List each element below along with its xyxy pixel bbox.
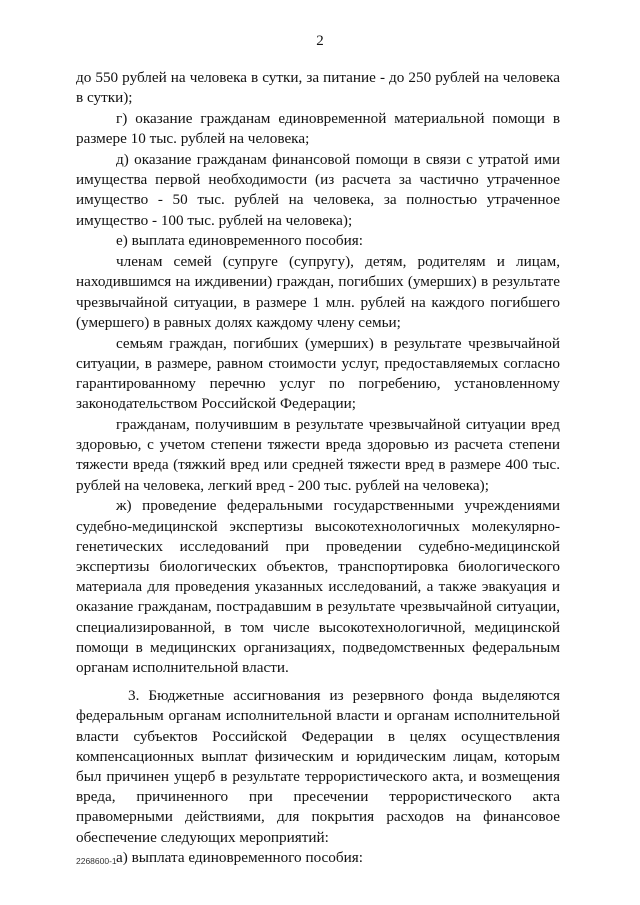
paragraph-funeral-services: семьям граждан, погибших (умерших) в результате чрезвычайной ситуации, в размере, равном стоимости услуг, предоставляемых согласно гарантированному перечню услуг по погребению, установленному законодательством Российской Федерации; <box>76 334 560 413</box>
paragraph-item-d: д) оказание гражданам финансовой помощи в связи с утратой ими имущества первой необходимости (из расчета за частично утраченное имущество - 50 тыс. рублей на человека, за полностью утраченное имущество - 100 тыс. рублей на человека); <box>76 151 560 229</box>
paragraph-item-zh: ж) проведение федеральными государственными учреждениями судебно-медицинской экспертизы высокотехнологичных молекулярно-генетических исследований при проведении судебно-медицинской экспертизы биологических объектов, транспортировка биологического материала для проведения указанных исследований, а также эвакуация и оказание гражданам, пострадавшим в результате чрезвычайной ситуации, специализированной, в том числе высокотехнологичной, медицинской помощи в медицинских организациях, подведомственных федеральным органам исполнительной власти. <box>76 497 560 677</box>
paragraph-continuation: до 550 рублей на человека в сутки, за питание - до 250 рублей на человека в сутки); <box>76 69 560 107</box>
paragraph-item-e: е) выплата единовременного пособия: <box>116 232 363 250</box>
paragraph-family-members: членам семей (супруге (супругу), детям, родителям и лицам, находившимся на иждивении) граждан, погибших (умерших) в результате чрезвычайной ситуации, в размере 1 млн. рублей на каждого погибшего (умершего) в равных долях каждому члену семьи; <box>76 253 560 331</box>
page-number: 2 <box>316 33 324 49</box>
document-body <box>76 68 560 869</box>
paragraph-item-g: г) оказание гражданам единовременной материальной помощи в размере 10 тыс. рублей на человека; <box>76 110 560 148</box>
document-code: 2268600-1 <box>76 856 117 866</box>
paragraph-health-damage: гражданам, получившим в результате чрезвычайной ситуации вред здоровью, с учетом степени тяжести вреда здоровью из расчета степени тяжести вреда (тяжкий вред или средней тяжести вред в размере 400 тыс. рублей на человека, легкий вред - 200 тыс. рублей на человека); <box>76 416 560 494</box>
paragraph-section-3: 3. Бюджетные ассигнования из резервного фонда выделяются федеральным органам исполнительной власти и органам исполнительной власти субъектов Российской Федерации в целях осуществления компенсационных выплат физическим и юридическим лицам, которым был причинен ущерб в результате террористического акта, и возмещения вреда, причиненного при пресечении террористического акта правомерными действиями, для покрытия расходов на финансовое обеспечение следующих мероприятий: <box>76 687 560 846</box>
paragraph-item-a: а) выплата единовременного пособия: <box>116 849 363 867</box>
